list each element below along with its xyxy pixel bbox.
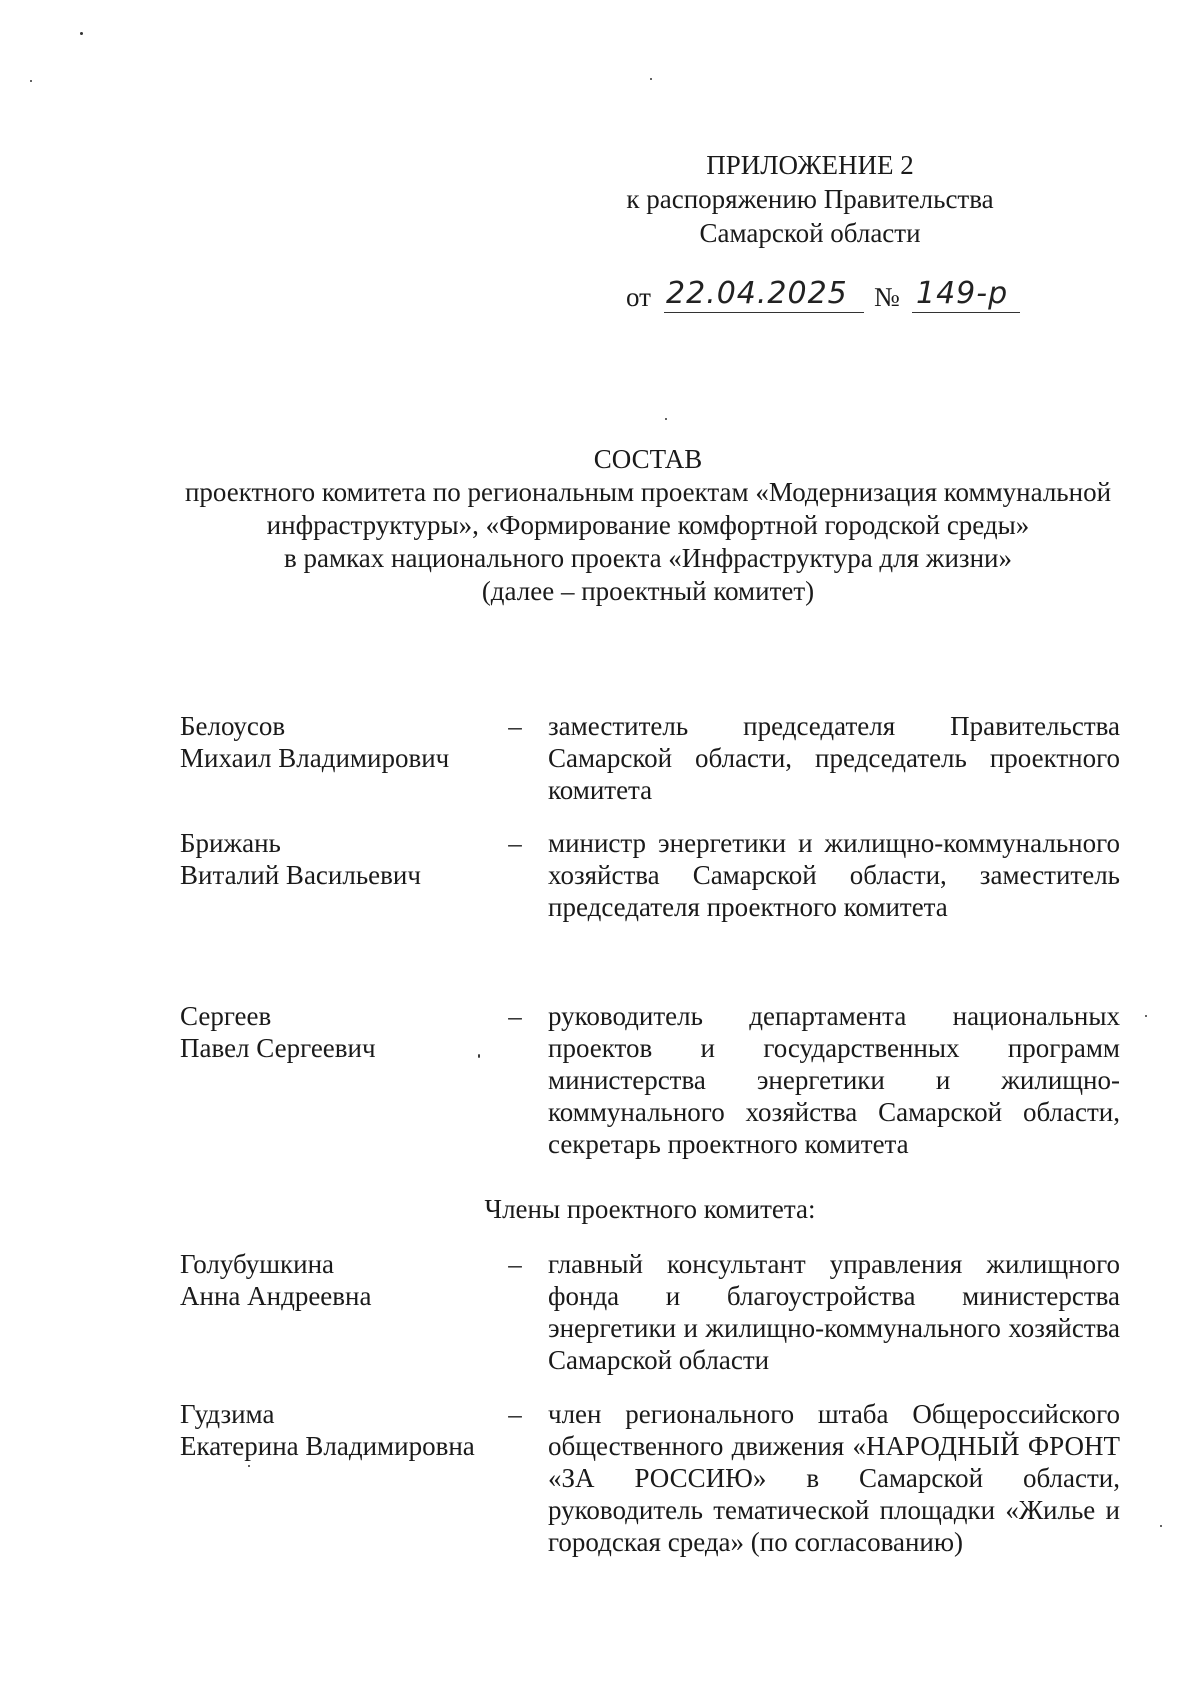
heading-line-4: (далее – проектный комитет) <box>481 576 815 606</box>
scan-speck <box>1145 1015 1147 1017</box>
heading-line-2: инфраструктуры», «Формирование комфортной городской среды» <box>266 510 1030 540</box>
date-prefix: от <box>626 282 651 312</box>
date-underline <box>664 312 864 313</box>
scan-speck <box>80 32 83 35</box>
appendix-region: Самарской области <box>699 218 921 248</box>
appendix-title: ПРИЛОЖЕНИЕ 2 <box>706 150 914 180</box>
member-name <box>180 1248 510 1312</box>
number-sign: № <box>874 282 900 312</box>
member-name <box>180 1398 510 1462</box>
dash-separator: – <box>508 1001 522 1031</box>
member-role: главный консультант управления жилищного фонда и благоустройства министерства энергетики и жилищно-коммунального хозяйства Самарской области <box>548 1249 1120 1375</box>
member-role: министр энергетики и жилищно-коммунального хозяйства Самарской области, заместитель председателя проектного комитета <box>548 828 1120 922</box>
member-surname: Гудзима <box>180 1399 275 1429</box>
scan-speck <box>665 418 667 420</box>
member-role: член регионального штаба Общероссийского общественного движения «НАРОДНЫЙ ФРОНТ «ЗА РОССИЮ» в Самарской области, руководитель тематической площадки «Жилье и городская среда» (по согласованию) <box>548 1399 1120 1557</box>
member-given-name: Анна Андреевна <box>180 1281 372 1311</box>
dash-separator: – <box>508 1399 522 1429</box>
appendix-reference: к распоряжению Правительства <box>626 184 994 214</box>
member-given-name: Павел Сергеевич <box>180 1033 376 1063</box>
member-surname: Белоусов <box>180 711 286 741</box>
dash-separator: – <box>508 1249 522 1279</box>
scan-speck <box>478 1054 480 1058</box>
scan-speck <box>30 80 32 82</box>
member-name <box>180 710 510 774</box>
member-given-name: Михаил Владимирович <box>180 743 450 773</box>
member-given-name: Екатерина Владимировна <box>180 1431 475 1461</box>
heading-title: СОСТАВ <box>593 444 703 474</box>
member-name <box>180 1000 510 1064</box>
dash-separator: – <box>508 711 522 741</box>
decree-date-line <box>626 278 1066 318</box>
dash-separator: – <box>508 828 522 858</box>
scan-speck <box>248 1465 250 1467</box>
member-surname: Брижань <box>180 828 281 858</box>
heading-line-1: проектного комитета по региональным проектам «Модернизация коммунальной <box>184 477 1112 507</box>
handwritten-number: 149-р <box>916 276 1009 311</box>
member-role: руководитель департамента национальных проектов и государственных программ министерства энергетики и жилищно-коммунального хозяйства Самарской области, секретарь проектного комитета <box>548 1001 1120 1159</box>
members-subheading: Члены проектного комитета: <box>484 1194 816 1224</box>
member-surname: Голубушкина <box>180 1249 334 1279</box>
heading-line-3: в рамках национального проекта «Инфраструктура для жизни» <box>284 543 1012 573</box>
document-heading <box>150 443 1146 608</box>
handwritten-date: 22.04.2025 <box>666 276 848 311</box>
member-role: заместитель председателя Правительства Самарской области, председатель проектного комитета <box>548 711 1120 805</box>
number-underline <box>912 312 1020 313</box>
member-name <box>180 827 510 891</box>
scan-speck <box>1160 1525 1162 1527</box>
approval-block <box>600 148 1020 250</box>
member-surname: Сергеев <box>180 1001 272 1031</box>
scan-speck <box>650 78 652 80</box>
member-given-name: Виталий Васильевич <box>180 860 421 890</box>
